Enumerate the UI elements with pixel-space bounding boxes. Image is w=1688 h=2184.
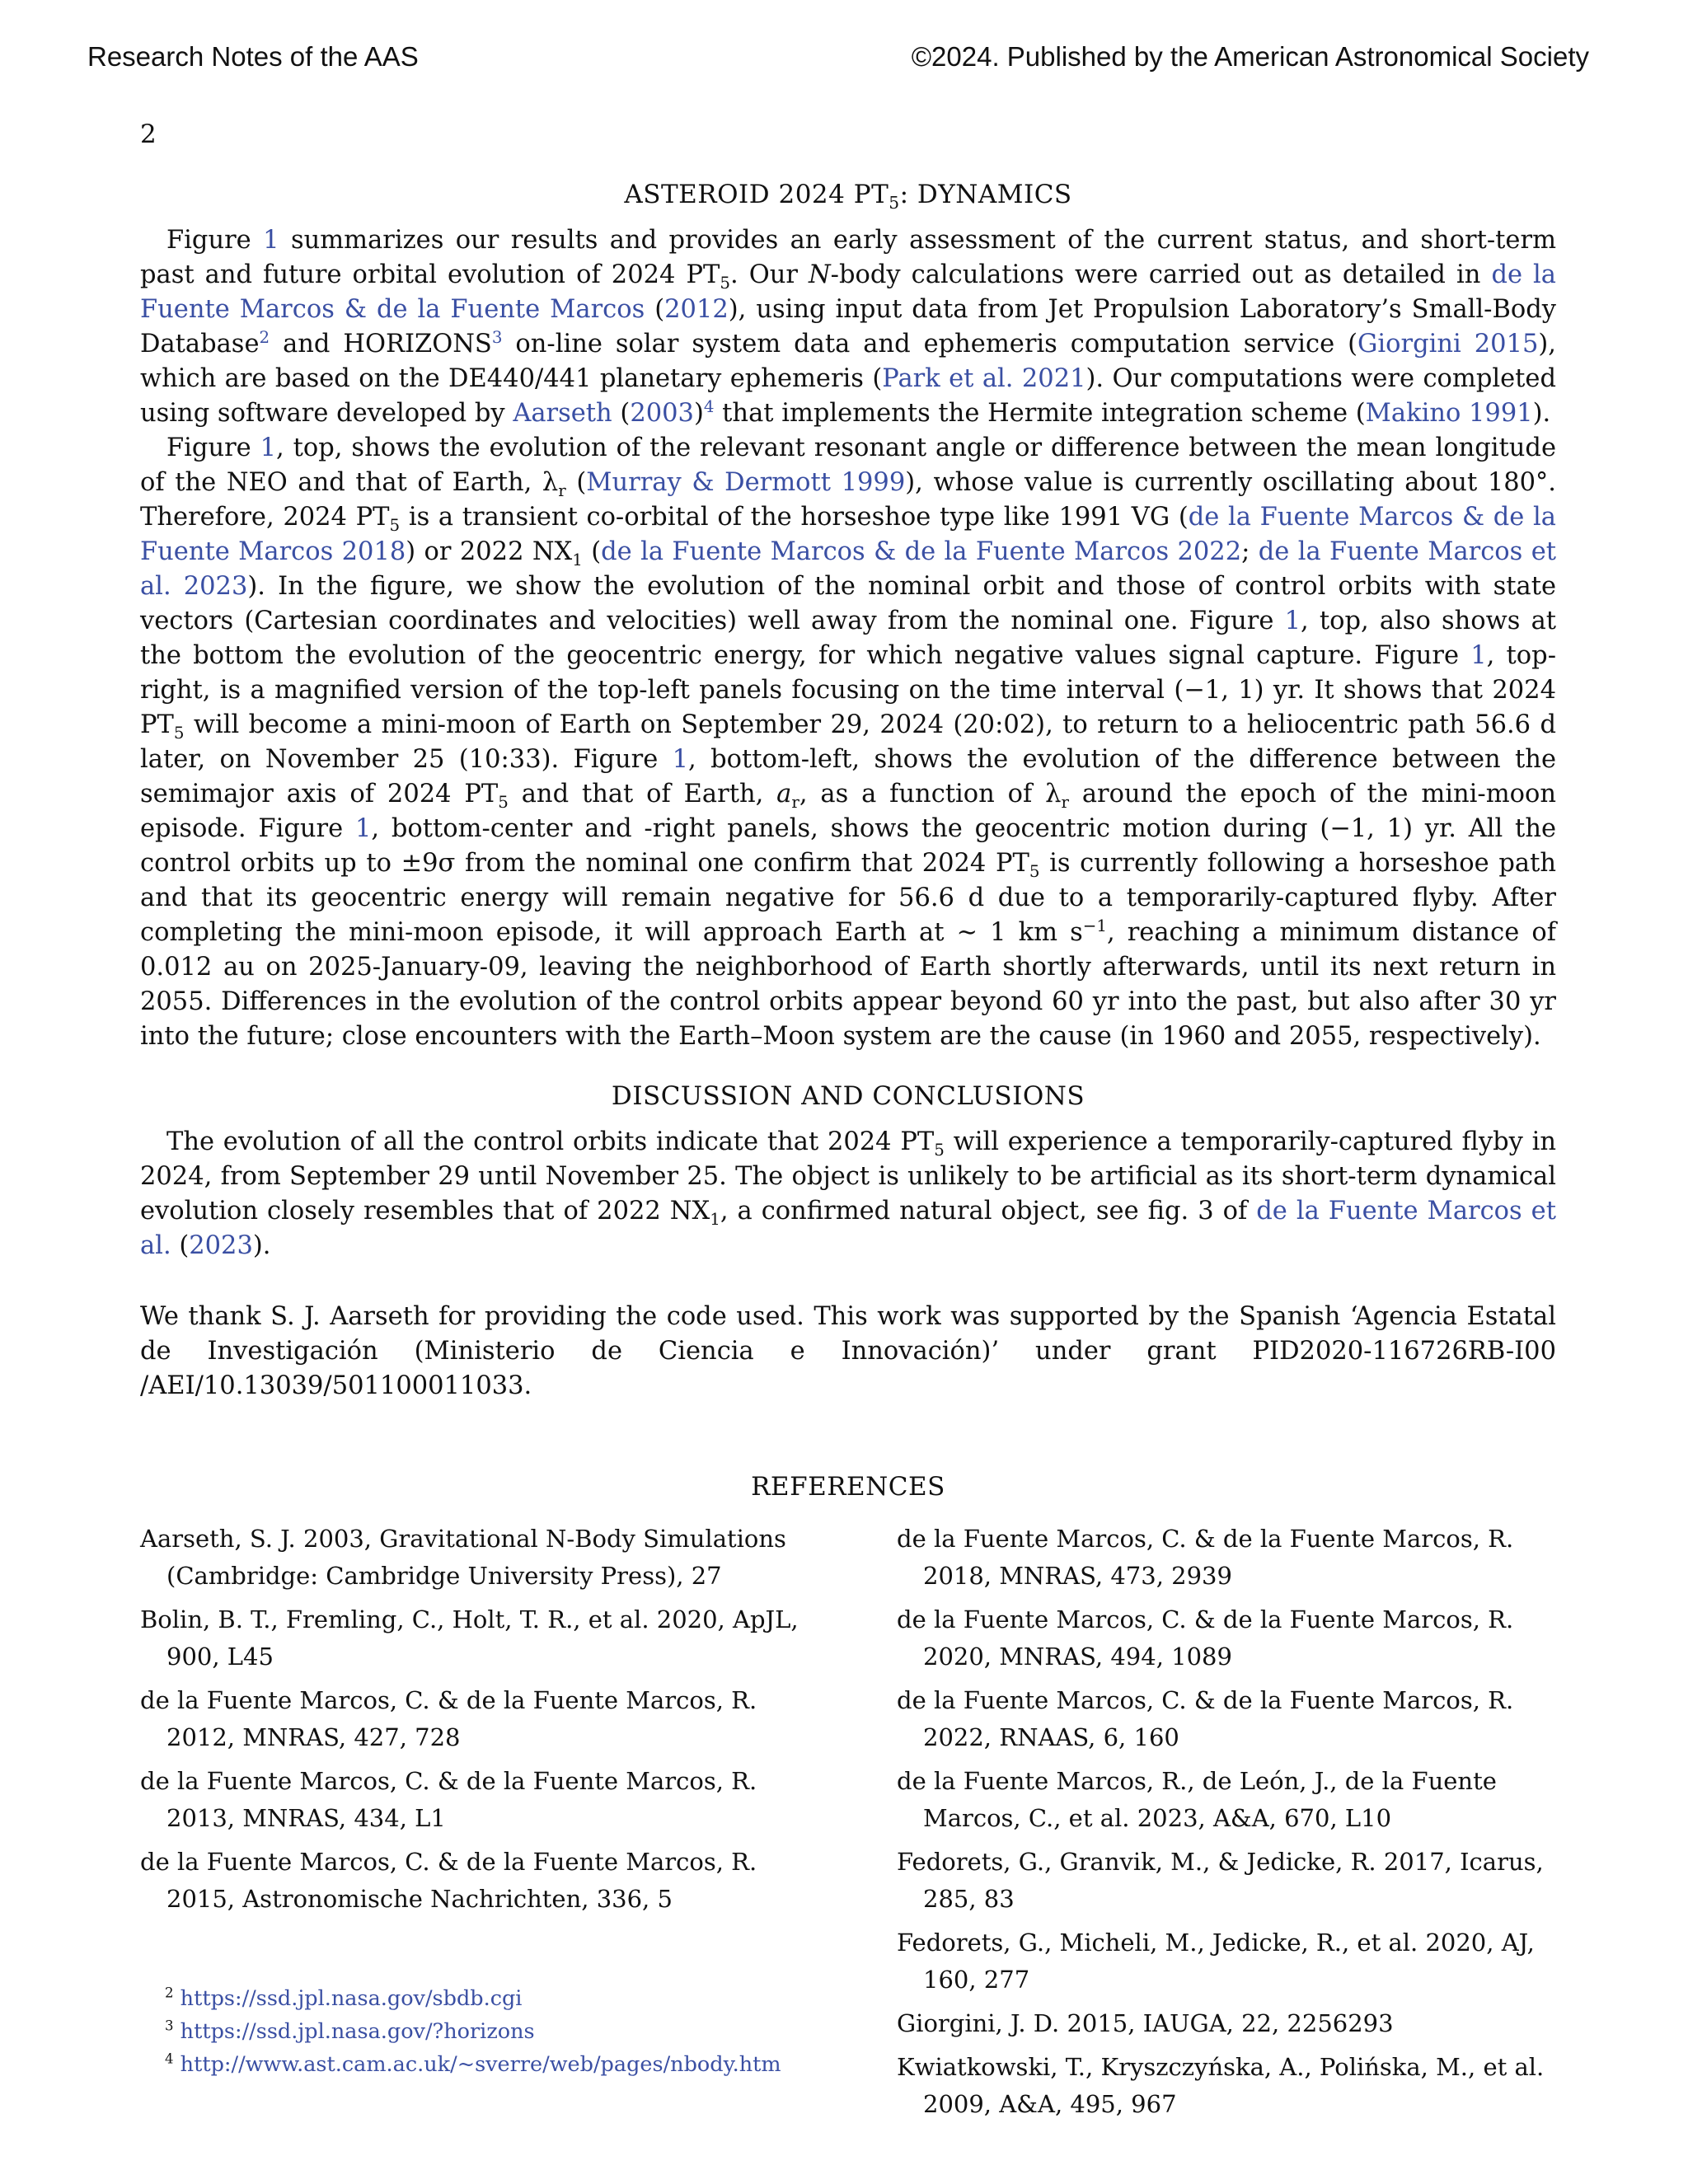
citation-link[interactable]: Murray & Dermott 1999: [586, 468, 906, 497]
page-header: [87, 41, 1589, 73]
footnote: $^4$ http://www.ast.cam.ac.uk/~sverre/web/pages/nbody.htm: [165, 2050, 781, 2077]
citation-link[interactable]: 2003: [630, 399, 694, 428]
citation-link[interactable]: de la Fuente Marcos et al.: [140, 1197, 1556, 1260]
footnote: $^3$ https://ssd.jpl.nasa.gov/?horizons: [165, 2018, 535, 2044]
citation-link[interactable]: Aarseth: [513, 399, 612, 428]
footnotes: [140, 1982, 799, 2081]
citation-link[interactable]: de la Fuente Marcos & de la Fuente Marcos 2018: [140, 503, 1556, 566]
copyright-notice: ©2024. Published by the American Astronomical Society: [911, 41, 1589, 72]
reference-item: de la Fuente Marcos, C. & de la Fuente Marcos, R. 2022, RNAAS, 6, 160: [897, 1686, 1514, 1751]
references-section: [140, 1521, 1556, 2130]
figure-link[interactable]: 1: [263, 226, 279, 255]
paragraph-dynamics-2: Figure 1, top, shows the evolution of the relevant resonant angle or difference between the mean longitude of the NEO and that of Earth, $\lambda_r$ (Murray & Dermott 1999), whose value is currently oscillating about 180°. Therefore, 2024 $PT_5$ is a transient co-orbital of the horseshoe type like 1991 VG (de la Fuente Marcos & de la Fuente Marcos 2018) or 2022 $NX_1$ (de la Fuente Marcos & de la Fuente Marcos 2022; de la Fuente Marcos et al. 2023). In the figure, we show the evolution of the nominal orbit and those of control orbits with state vectors (Cartesian coordinates and velocities) well away from the nominal one. Figure 1, top, also shows at the bottom the evolution of the geocentric energy, for which negative values signal capture. Figure 1, top-right, is a magnified version of the top-left panels focusing on the time interval (−1, 1) yr. It shows that 2024 $PT_5$ will become a mini-moon of Earth on September 29, 2024 (20:02), to return to a heliocentric path 56.6 d later, on November 25 (10:33). Figure 1, bottom-left, shows the evolution of the difference between the semimajor axis of 2024 $PT_5$ and that of Earth, $a_r$, as a function of $\lambda_r$ around the epoch of the mini-moon episode. Figure 1, bottom-center and -right panels, shows the geocentric motion during (−1, 1) yr. All the control orbits up to ±9σ from the nominal one confirm that 2024 $PT_5$ is currently following a horseshoe path and that its geocentric energy will remain negative for 56.6 d due to a temporarily-captured flyby. After completing the mini-moon episode, it will approach Earth at ∼ 1 km $s^{-1}$, reaching a minimum distance of 0.012 au on 2025-January-09, leaving the neighborhood of Earth shortly afterwards, until its next return in 2055. Differences in the evolution of the control orbits appear beyond 60 yr into the past, but also after 30 yr into the future; close encounters with the Earth–Moon system are the cause (in 1960 and 2055, respectively).: [140, 434, 1557, 1051]
citation-link[interactable]: Giorgini 2015: [1357, 330, 1539, 359]
acknowledgment: We thank S. J. Aarseth for providing the code used. This work was supported by the Spanish ‘Agencia Estatal de Investigación (Ministerio de Ciencia e Innovación)’ under grant PID2020-116726RB-I00 /AEI/10.13039/501100011033.: [140, 1302, 1556, 1400]
references-right-column: [897, 1521, 1556, 2130]
footnote-marker[interactable]: 3: [491, 327, 503, 347]
citation-link[interactable]: 2023: [189, 1231, 253, 1260]
reference-item: Kwiatkowski, T., Kryszczyńska, A., Polińska, M., et al. 2009, A&A, 495, 967: [897, 2053, 1545, 2118]
section-title-discussion: DISCUSSION AND CONCLUSIONS: [611, 1081, 1085, 1111]
article-body: [140, 177, 1556, 2130]
figure-link[interactable]: 1: [672, 745, 689, 774]
footnote-url-link[interactable]: https://ssd.jpl.nasa.gov/sbdb.cgi: [180, 1986, 523, 2011]
references-left-column: [140, 1521, 799, 2130]
reference-item: Giorgini, J. D. 2015, IAUGA, 22, 2256293: [897, 2009, 1394, 2037]
footnote-url-link[interactable]: http://www.ast.cam.ac.uk/~sverre/web/pages/nbody.htm: [180, 2052, 781, 2077]
paragraph-discussion: The evolution of all the control orbits indicate that 2024 $PT_5$ will experience a temporarily-captured flyby in 2024, from September 29 until November 25. The object is unlikely to be artificial as its short-term dynamical evolution closely resembles that of 2022 $NX_1$, a confirmed natural object, see fig. 3 of de la Fuente Marcos et al. (2023).: [140, 1127, 1556, 1260]
reference-item: de la Fuente Marcos, R., de León, J., de la Fuente Marcos, C., et al. 2023, A&A, 670, L10: [897, 1767, 1497, 1832]
footnote-marker[interactable]: 2: [259, 327, 270, 347]
citation-link[interactable]: Park et al. 2021: [882, 364, 1086, 393]
reference-item: Fedorets, G., Micheli, M., Jedicke, R., et al. 2020, AJ, 160, 277: [897, 1929, 1535, 1994]
reference-item: de la Fuente Marcos, C. & de la Fuente Marcos, R. 2013, MNRAS, 434, L1: [140, 1767, 757, 1832]
footnote: $^2$ https://ssd.jpl.nasa.gov/sbdb.cgi: [165, 1985, 523, 2011]
section-title-dynamics: ASTEROID 2024 $PT_5$: DYNAMICS: [624, 180, 1072, 213]
reference-item: Fedorets, G., Granvik, M., & Jedicke, R. 2017, Icarus, 285, 83: [897, 1848, 1544, 1913]
citation-link[interactable]: 2012: [664, 295, 729, 324]
reference-item: Bolin, B. T., Fremling, C., Holt, T. R., et al. 2020, ApJL, 900, L45: [140, 1605, 799, 1671]
citation-link[interactable]: de la Fuente Marcos & de la Fuente Marcos: [140, 260, 1556, 324]
page-number: 2: [140, 120, 157, 149]
references-title: REFERENCES: [751, 1472, 945, 1502]
reference-item: de la Fuente Marcos, C. & de la Fuente Marcos, R. 2020, MNRAS, 494, 1089: [897, 1605, 1514, 1671]
citation-link[interactable]: de la Fuente Marcos & de la Fuente Marcos 2022: [601, 537, 1242, 566]
footnote-url-link[interactable]: https://ssd.jpl.nasa.gov/?horizons: [180, 2019, 535, 2044]
reference-item: Aarseth, S. J. 2003, Gravitational N-Body Simulations (Cambridge: Cambridge University Press), 27: [140, 1525, 786, 1590]
reference-item: de la Fuente Marcos, C. & de la Fuente Marcos, R. 2015, Astronomische Nachrichten, 336, 5: [140, 1848, 757, 1913]
footnote-marker[interactable]: 4: [703, 396, 715, 416]
citation-link[interactable]: de la Fuente Marcos et al. 2023: [140, 537, 1556, 601]
reference-item: de la Fuente Marcos, C. & de la Fuente Marcos, R. 2018, MNRAS, 473, 2939: [897, 1525, 1514, 1590]
citation-link[interactable]: Makino 1991: [1365, 399, 1533, 428]
journal-name: Research Notes of the AAS: [87, 41, 419, 72]
figure-link[interactable]: 1: [1470, 641, 1487, 670]
figure-link[interactable]: 1: [260, 434, 277, 462]
figure-link[interactable]: 1: [1284, 607, 1301, 635]
paragraph-dynamics-1: Figure 1 summarizes our results and provides an early assessment of the current status, and short-term past and future orbital evolution of 2024 $PT_5$. Our N-body calculations were carried out as detailed in de la Fuente Marcos & de la Fuente Marcos (2012), using input data from Jet Propulsion Laboratory’s Small-Body Database$^2$ and HORIZONS$^3$ on-line solar system data and ephemeris computation service (Giorgini 2015), which are based on the DE440/441 planetary ephemeris (Park et al. 2021). Our computations were completed using software developed by Aarseth $(2003)^4$ that implements the Hermite integration scheme (Makino 1991).: [140, 226, 1557, 428]
figure-link[interactable]: 1: [354, 814, 372, 843]
reference-item: de la Fuente Marcos, C. & de la Fuente Marcos, R. 2012, MNRAS, 427, 728: [140, 1686, 757, 1751]
